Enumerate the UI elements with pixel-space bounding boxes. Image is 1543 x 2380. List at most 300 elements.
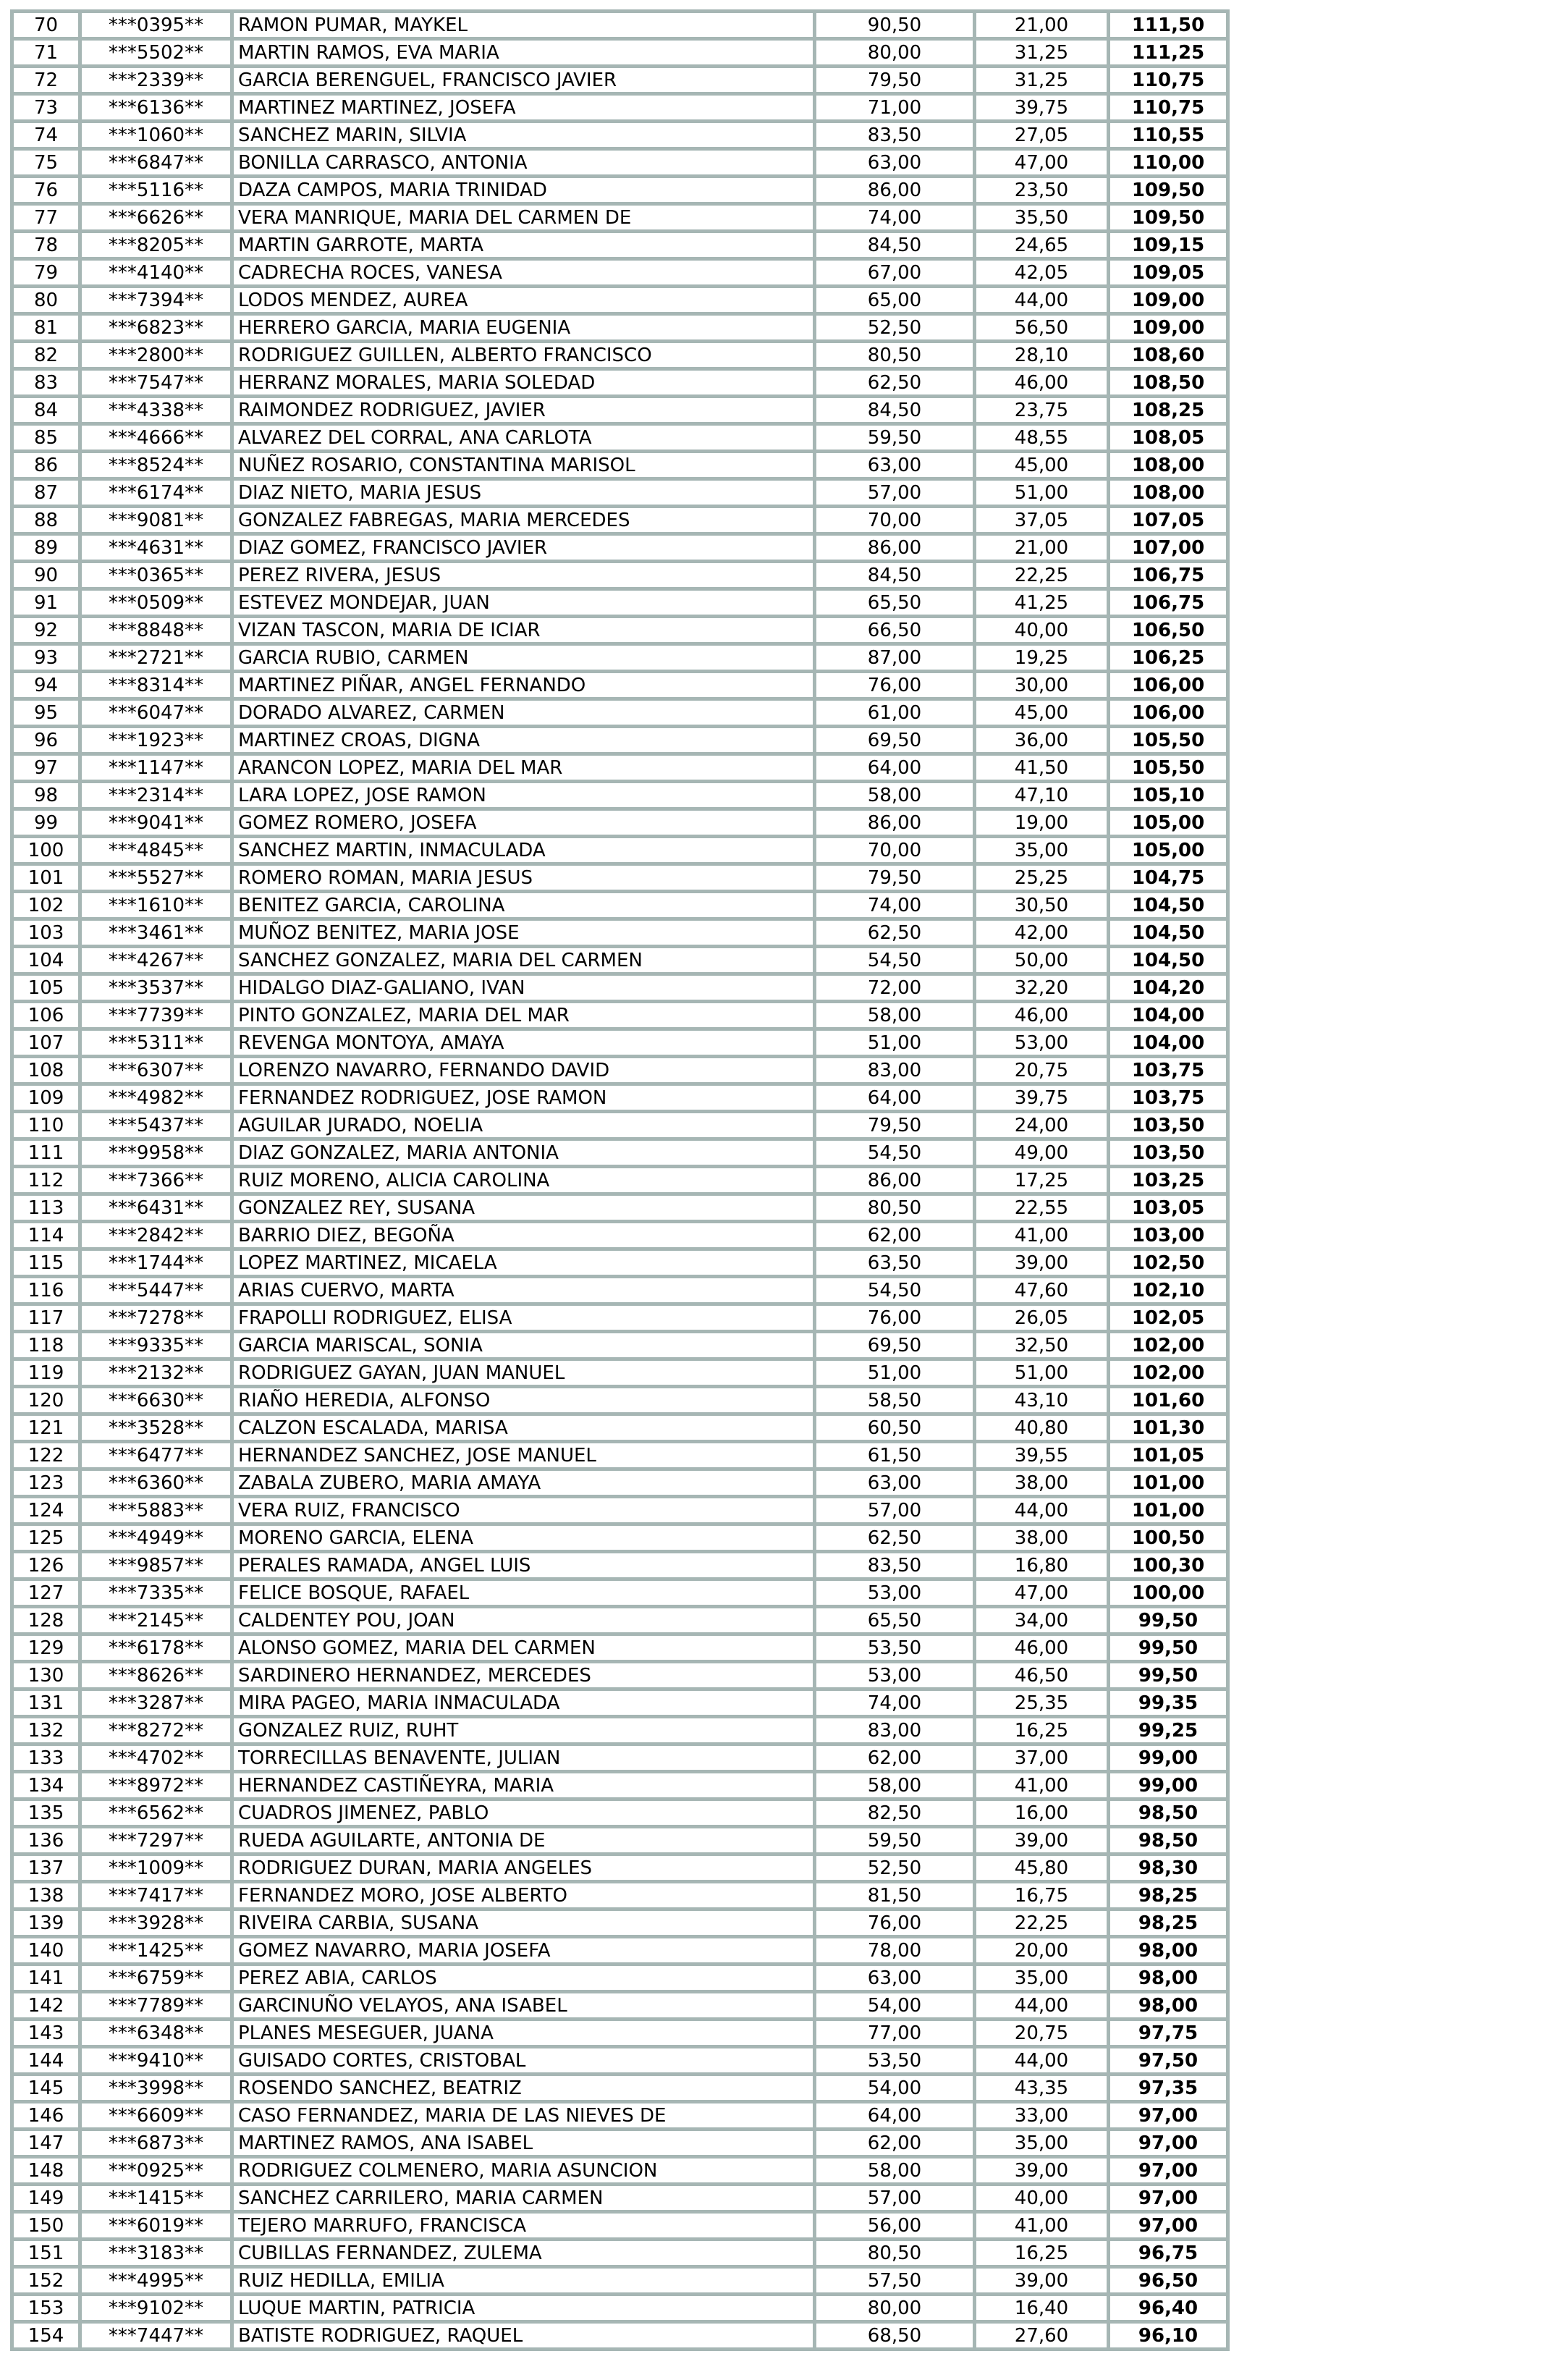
total-cell: 99,00 — [1110, 1746, 1226, 1770]
total-cell: 107,00 — [1110, 536, 1226, 560]
table-row — [14, 811, 1226, 835]
id-cell: ***9410** — [82, 2048, 230, 2072]
score1-cell: 64,00 — [816, 756, 973, 780]
id-cell: ***3537** — [82, 976, 230, 1000]
id-cell: ***6174** — [82, 481, 230, 505]
total-cell: 101,00 — [1110, 1498, 1226, 1522]
table-row — [14, 673, 1226, 697]
table-row — [14, 206, 1226, 229]
id-cell: ***0925** — [82, 2159, 230, 2182]
id-cell: ***7394** — [82, 288, 230, 312]
id-cell: ***6047** — [82, 701, 230, 725]
total-cell: 101,00 — [1110, 1471, 1226, 1495]
table-row — [14, 1471, 1226, 1495]
id-cell: ***4140** — [82, 261, 230, 284]
score1-cell: 52,50 — [816, 1856, 973, 1880]
id-cell: ***9857** — [82, 1553, 230, 1577]
id-cell: ***5437** — [82, 1113, 230, 1137]
score1-cell: 62,50 — [816, 371, 973, 394]
table-row — [14, 1911, 1226, 1935]
name-cell: SANCHEZ GONZALEZ, MARIA DEL CARMEN — [234, 948, 813, 972]
rank-cell: 107 — [14, 1031, 78, 1055]
total-cell: 108,25 — [1110, 398, 1226, 422]
rank-cell: 123 — [14, 1471, 78, 1495]
total-cell: 104,75 — [1110, 866, 1226, 890]
id-cell: ***6360** — [82, 1471, 230, 1495]
score1-cell: 61,50 — [816, 1443, 973, 1467]
name-cell: SANCHEZ MARIN, SILVIA — [234, 123, 813, 147]
score1-cell: 65,50 — [816, 1608, 973, 1632]
total-cell: 102,10 — [1110, 1278, 1226, 1302]
score1-cell: 67,00 — [816, 261, 973, 284]
score2-cell: 38,00 — [976, 1526, 1107, 1550]
name-cell: RODRIGUEZ DURAN, MARIA ANGELES — [234, 1856, 813, 1880]
name-cell: GARCIA RUBIO, CARMEN — [234, 646, 813, 670]
score2-cell: 40,00 — [976, 2186, 1107, 2210]
id-cell: ***6626** — [82, 206, 230, 229]
rank-cell: 79 — [14, 261, 78, 284]
table-row — [14, 178, 1226, 202]
name-cell: HERNANDEZ SANCHEZ, JOSE MANUEL — [234, 1443, 813, 1467]
name-cell: RUIZ MORENO, ALICIA CAROLINA — [234, 1168, 813, 1192]
total-cell: 97,00 — [1110, 2186, 1226, 2210]
id-cell: ***1147** — [82, 756, 230, 780]
total-cell: 106,00 — [1110, 673, 1226, 697]
score1-cell: 80,50 — [816, 343, 973, 367]
score1-cell: 74,00 — [816, 206, 973, 229]
score2-cell: 37,00 — [976, 1746, 1107, 1770]
id-cell: ***8524** — [82, 453, 230, 477]
score1-cell: 64,00 — [816, 2103, 973, 2127]
table-row — [14, 1553, 1226, 1577]
table-row — [14, 1663, 1226, 1687]
score2-cell: 16,25 — [976, 2241, 1107, 2265]
total-cell: 100,00 — [1110, 1581, 1226, 1605]
score1-cell: 83,50 — [816, 123, 973, 147]
score2-cell: 44,00 — [976, 1993, 1107, 2017]
table-row — [14, 1003, 1226, 1027]
total-cell: 99,25 — [1110, 1718, 1226, 1742]
id-cell: ***9958** — [82, 1141, 230, 1165]
name-cell: RIAÑO HEREDIA, ALFONSO — [234, 1388, 813, 1412]
table-row — [14, 1691, 1226, 1715]
id-cell: ***6477** — [82, 1443, 230, 1467]
table-row — [14, 1636, 1226, 1660]
name-cell: CASO FERNANDEZ, MARIA DE LAS NIEVES DE — [234, 2103, 813, 2127]
total-cell: 104,50 — [1110, 948, 1226, 972]
id-cell: ***5502** — [82, 41, 230, 64]
rank-cell: 90 — [14, 563, 78, 587]
total-cell: 110,55 — [1110, 123, 1226, 147]
rank-cell: 131 — [14, 1691, 78, 1715]
score1-cell: 61,00 — [816, 701, 973, 725]
score2-cell: 16,25 — [976, 1718, 1107, 1742]
score2-cell: 45,00 — [976, 701, 1107, 725]
table-row — [14, 1828, 1226, 1852]
score1-cell: 74,00 — [816, 893, 973, 917]
score2-cell: 21,00 — [976, 536, 1107, 560]
score1-cell: 54,50 — [816, 1278, 973, 1302]
total-cell: 103,50 — [1110, 1141, 1226, 1165]
name-cell: ARANCON LOPEZ, MARIA DEL MAR — [234, 756, 813, 780]
rank-cell: 106 — [14, 1003, 78, 1027]
score2-cell: 37,05 — [976, 508, 1107, 532]
rank-cell: 143 — [14, 2021, 78, 2045]
name-cell: VIZAN TASCON, MARIA DE ICIAR — [234, 618, 813, 642]
total-cell: 108,50 — [1110, 371, 1226, 394]
table-row — [14, 536, 1226, 560]
score1-cell: 86,00 — [816, 1168, 973, 1192]
id-cell: ***4982** — [82, 1086, 230, 1110]
id-cell: ***4995** — [82, 2269, 230, 2292]
total-cell: 102,50 — [1110, 1251, 1226, 1275]
table-row — [14, 68, 1226, 92]
name-cell: GOMEZ ROMERO, JOSEFA — [234, 811, 813, 835]
id-cell: ***9335** — [82, 1333, 230, 1357]
score1-cell: 63,00 — [816, 453, 973, 477]
name-cell: RAMON PUMAR, MAYKEL — [234, 13, 813, 37]
score2-cell: 16,75 — [976, 1883, 1107, 1907]
score1-cell: 81,50 — [816, 1883, 973, 1907]
table-row — [14, 2131, 1226, 2155]
table-row — [14, 1333, 1226, 1357]
name-cell: FERNANDEZ MORO, JOSE ALBERTO — [234, 1883, 813, 1907]
total-cell: 96,50 — [1110, 2269, 1226, 2292]
table-row — [14, 1058, 1226, 1082]
score2-cell: 49,00 — [976, 1141, 1107, 1165]
total-cell: 105,50 — [1110, 756, 1226, 780]
name-cell: SARDINERO HERNANDEZ, MERCEDES — [234, 1663, 813, 1687]
rank-cell: 77 — [14, 206, 78, 229]
score2-cell: 19,25 — [976, 646, 1107, 670]
name-cell: PLANES MESEGUER, JUANA — [234, 2021, 813, 2045]
table-row — [14, 1526, 1226, 1550]
total-cell: 106,75 — [1110, 591, 1226, 615]
rank-cell: 92 — [14, 618, 78, 642]
score2-cell: 16,40 — [976, 2296, 1107, 2320]
results-table — [10, 9, 1230, 2351]
score1-cell: 84,50 — [816, 563, 973, 587]
id-cell: ***0395** — [82, 13, 230, 37]
id-cell: ***6823** — [82, 316, 230, 339]
id-cell: ***7417** — [82, 1883, 230, 1907]
table-row — [14, 1938, 1226, 1962]
name-cell: ESTEVEZ MONDEJAR, JUAN — [234, 591, 813, 615]
score1-cell: 57,00 — [816, 1498, 973, 1522]
rank-cell: 99 — [14, 811, 78, 835]
score1-cell: 65,00 — [816, 288, 973, 312]
score2-cell: 45,80 — [976, 1856, 1107, 1880]
rank-cell: 117 — [14, 1306, 78, 1330]
total-cell: 100,30 — [1110, 1553, 1226, 1577]
name-cell: CUADROS JIMENEZ, PABLO — [234, 1801, 813, 1825]
score1-cell: 62,50 — [816, 1526, 973, 1550]
name-cell: LOPEZ MARTINEZ, MICAELA — [234, 1251, 813, 1275]
score1-cell: 79,50 — [816, 68, 973, 92]
score2-cell: 27,05 — [976, 123, 1107, 147]
rank-cell: 118 — [14, 1333, 78, 1357]
score1-cell: 52,50 — [816, 316, 973, 339]
rank-cell: 139 — [14, 1911, 78, 1935]
score2-cell: 41,25 — [976, 591, 1107, 615]
name-cell: GARCINUÑO VELAYOS, ANA ISABEL — [234, 1993, 813, 2017]
rank-cell: 104 — [14, 948, 78, 972]
total-cell: 97,75 — [1110, 2021, 1226, 2045]
table-row — [14, 2048, 1226, 2072]
rank-cell: 142 — [14, 1993, 78, 2017]
id-cell: ***6431** — [82, 1196, 230, 1220]
name-cell: PEREZ RIVERA, JESUS — [234, 563, 813, 587]
table-row — [14, 728, 1226, 752]
name-cell: BATISTE RODRIGUEZ, RAQUEL — [234, 2324, 813, 2347]
score2-cell: 30,00 — [976, 673, 1107, 697]
score1-cell: 59,50 — [816, 1828, 973, 1852]
rank-cell: 114 — [14, 1223, 78, 1247]
score1-cell: 84,50 — [816, 233, 973, 257]
rank-cell: 136 — [14, 1828, 78, 1852]
score2-cell: 27,60 — [976, 2324, 1107, 2347]
rank-cell: 120 — [14, 1388, 78, 1412]
score1-cell: 84,50 — [816, 398, 973, 422]
total-cell: 107,05 — [1110, 508, 1226, 532]
id-cell: ***7547** — [82, 371, 230, 394]
total-cell: 102,05 — [1110, 1306, 1226, 1330]
total-cell: 104,50 — [1110, 921, 1226, 945]
total-cell: 109,05 — [1110, 261, 1226, 284]
rank-cell: 94 — [14, 673, 78, 697]
score1-cell: 78,00 — [816, 1938, 973, 1962]
score1-cell: 72,00 — [816, 976, 973, 1000]
rank-cell: 73 — [14, 96, 78, 119]
name-cell: MARTINEZ MARTINEZ, JOSEFA — [234, 96, 813, 119]
total-cell: 106,50 — [1110, 618, 1226, 642]
rank-cell: 134 — [14, 1773, 78, 1797]
name-cell: GONZALEZ RUIZ, RUHT — [234, 1718, 813, 1742]
table-row — [14, 1031, 1226, 1055]
score2-cell: 24,00 — [976, 1113, 1107, 1137]
table-row — [14, 288, 1226, 312]
total-cell: 103,75 — [1110, 1086, 1226, 1110]
total-cell: 103,05 — [1110, 1196, 1226, 1220]
score1-cell: 90,50 — [816, 13, 973, 37]
name-cell: HERNANDEZ CASTIÑEYRA, MARIA — [234, 1773, 813, 1797]
table-row — [14, 1883, 1226, 1907]
score2-cell: 53,00 — [976, 1031, 1107, 1055]
rank-cell: 154 — [14, 2324, 78, 2347]
id-cell: ***3528** — [82, 1416, 230, 1440]
name-cell: GONZALEZ FABREGAS, MARIA MERCEDES — [234, 508, 813, 532]
table-row — [14, 453, 1226, 477]
rank-cell: 150 — [14, 2214, 78, 2237]
id-cell: ***1060** — [82, 123, 230, 147]
total-cell: 104,50 — [1110, 893, 1226, 917]
score2-cell: 47,00 — [976, 151, 1107, 174]
table-row — [14, 1306, 1226, 1330]
score1-cell: 51,00 — [816, 1031, 973, 1055]
id-cell: ***8314** — [82, 673, 230, 697]
table-row — [14, 233, 1226, 257]
score1-cell: 80,50 — [816, 2241, 973, 2265]
score1-cell: 56,00 — [816, 2214, 973, 2237]
total-cell: 108,05 — [1110, 426, 1226, 450]
score2-cell: 41,00 — [976, 2214, 1107, 2237]
table-row — [14, 1388, 1226, 1412]
name-cell: NUÑEZ ROSARIO, CONSTANTINA MARISOL — [234, 453, 813, 477]
id-cell: ***6136** — [82, 96, 230, 119]
name-cell: RIVEIRA CARBIA, SUSANA — [234, 1911, 813, 1935]
total-cell: 99,35 — [1110, 1691, 1226, 1715]
score1-cell: 51,00 — [816, 1361, 973, 1385]
rank-cell: 145 — [14, 2076, 78, 2100]
total-cell: 110,75 — [1110, 68, 1226, 92]
total-cell: 101,60 — [1110, 1388, 1226, 1412]
total-cell: 102,00 — [1110, 1333, 1226, 1357]
score2-cell: 46,00 — [976, 1636, 1107, 1660]
total-cell: 109,15 — [1110, 233, 1226, 257]
rank-cell: 74 — [14, 123, 78, 147]
total-cell: 101,30 — [1110, 1416, 1226, 1440]
score1-cell: 80,50 — [816, 1196, 973, 1220]
total-cell: 96,10 — [1110, 2324, 1226, 2347]
id-cell: ***5447** — [82, 1278, 230, 1302]
name-cell: ZABALA ZUBERO, MARIA AMAYA — [234, 1471, 813, 1495]
id-cell: ***3461** — [82, 921, 230, 945]
rank-cell: 72 — [14, 68, 78, 92]
score1-cell: 63,00 — [816, 1966, 973, 1990]
score2-cell: 43,35 — [976, 2076, 1107, 2100]
rank-cell: 141 — [14, 1966, 78, 1990]
table-row — [14, 398, 1226, 422]
name-cell: AGUILAR JURADO, NOELIA — [234, 1113, 813, 1137]
id-cell: ***5527** — [82, 866, 230, 890]
rank-cell: 101 — [14, 866, 78, 890]
id-cell: ***8972** — [82, 1773, 230, 1797]
name-cell: BARRIO DIEZ, BEGOÑA — [234, 1223, 813, 1247]
name-cell: DIAZ GONZALEZ, MARIA ANTONIA — [234, 1141, 813, 1165]
rank-cell: 153 — [14, 2296, 78, 2320]
name-cell: RUEDA AGUILARTE, ANTONIA DE — [234, 1828, 813, 1852]
score1-cell: 53,00 — [816, 1663, 973, 1687]
score2-cell: 40,80 — [976, 1416, 1107, 1440]
score2-cell: 46,00 — [976, 371, 1107, 394]
score1-cell: 58,50 — [816, 1388, 973, 1412]
total-cell: 100,50 — [1110, 1526, 1226, 1550]
id-cell: ***6348** — [82, 2021, 230, 2045]
score2-cell: 31,25 — [976, 41, 1107, 64]
name-cell: MUÑOZ BENITEZ, MARIA JOSE — [234, 921, 813, 945]
id-cell: ***6759** — [82, 1966, 230, 1990]
name-cell: LORENZO NAVARRO, FERNANDO DAVID — [234, 1058, 813, 1082]
table-row — [14, 481, 1226, 505]
score2-cell: 51,00 — [976, 481, 1107, 505]
total-cell: 106,25 — [1110, 646, 1226, 670]
name-cell: RUIZ HEDILLA, EMILIA — [234, 2269, 813, 2292]
total-cell: 98,50 — [1110, 1828, 1226, 1852]
score1-cell: 83,00 — [816, 1718, 973, 1742]
name-cell: MARTINEZ RAMOS, ANA ISABEL — [234, 2131, 813, 2155]
rank-cell: 87 — [14, 481, 78, 505]
score2-cell: 39,00 — [976, 2269, 1107, 2292]
table-row — [14, 1581, 1226, 1605]
score1-cell: 68,50 — [816, 2324, 973, 2347]
rank-cell: 116 — [14, 1278, 78, 1302]
name-cell: SANCHEZ MARTIN, INMACULADA — [234, 838, 813, 862]
table-row — [14, 1196, 1226, 1220]
total-cell: 108,00 — [1110, 481, 1226, 505]
score2-cell: 22,25 — [976, 563, 1107, 587]
score2-cell: 35,00 — [976, 838, 1107, 862]
table-row — [14, 838, 1226, 862]
id-cell: ***7366** — [82, 1168, 230, 1192]
name-cell: GARCIA MARISCAL, SONIA — [234, 1333, 813, 1357]
rank-cell: 85 — [14, 426, 78, 450]
score2-cell: 20,00 — [976, 1938, 1107, 1962]
score1-cell: 76,00 — [816, 673, 973, 697]
total-cell: 97,00 — [1110, 2103, 1226, 2127]
id-cell: ***5311** — [82, 1031, 230, 1055]
name-cell: ROSENDO SANCHEZ, BEATRIZ — [234, 2076, 813, 2100]
total-cell: 103,75 — [1110, 1058, 1226, 1082]
name-cell: SANCHEZ CARRILERO, MARIA CARMEN — [234, 2186, 813, 2210]
score2-cell: 16,80 — [976, 1553, 1107, 1577]
rank-cell: 128 — [14, 1608, 78, 1632]
rank-cell: 86 — [14, 453, 78, 477]
score2-cell: 22,55 — [976, 1196, 1107, 1220]
table-row — [14, 123, 1226, 147]
id-cell: ***3183** — [82, 2241, 230, 2265]
table-row — [14, 1608, 1226, 1632]
table-row — [14, 1278, 1226, 1302]
name-cell: GARCIA BERENGUEL, FRANCISCO JAVIER — [234, 68, 813, 92]
score1-cell: 54,00 — [816, 2076, 973, 2100]
table-row — [14, 1086, 1226, 1110]
table-row — [14, 948, 1226, 972]
table-row — [14, 1801, 1226, 1825]
total-cell: 105,00 — [1110, 838, 1226, 862]
total-cell: 110,75 — [1110, 96, 1226, 119]
rank-cell: 112 — [14, 1168, 78, 1192]
id-cell: ***4949** — [82, 1526, 230, 1550]
score1-cell: 53,50 — [816, 2048, 973, 2072]
name-cell: HERRANZ MORALES, MARIA SOLEDAD — [234, 371, 813, 394]
score1-cell: 74,00 — [816, 1691, 973, 1715]
id-cell: ***3287** — [82, 1691, 230, 1715]
table-row — [14, 1498, 1226, 1522]
score1-cell: 87,00 — [816, 646, 973, 670]
total-cell: 108,60 — [1110, 343, 1226, 367]
score2-cell: 40,00 — [976, 618, 1107, 642]
score2-cell: 33,00 — [976, 2103, 1107, 2127]
score2-cell: 34,00 — [976, 1608, 1107, 1632]
rank-cell: 147 — [14, 2131, 78, 2155]
score2-cell: 31,25 — [976, 68, 1107, 92]
id-cell: ***7297** — [82, 1828, 230, 1852]
score1-cell: 80,00 — [816, 41, 973, 64]
rank-cell: 127 — [14, 1581, 78, 1605]
id-cell: ***9041** — [82, 811, 230, 835]
table-row — [14, 316, 1226, 339]
name-cell: HIDALGO DIAZ-GALIANO, IVAN — [234, 976, 813, 1000]
total-cell: 97,50 — [1110, 2048, 1226, 2072]
score2-cell: 30,50 — [976, 893, 1107, 917]
score2-cell: 38,00 — [976, 1471, 1107, 1495]
rank-cell: 122 — [14, 1443, 78, 1467]
id-cell: ***2314** — [82, 783, 230, 807]
score2-cell: 19,00 — [976, 811, 1107, 835]
table-row — [14, 2241, 1226, 2265]
score2-cell: 46,50 — [976, 1663, 1107, 1687]
name-cell: PEREZ ABIA, CARLOS — [234, 1966, 813, 1990]
